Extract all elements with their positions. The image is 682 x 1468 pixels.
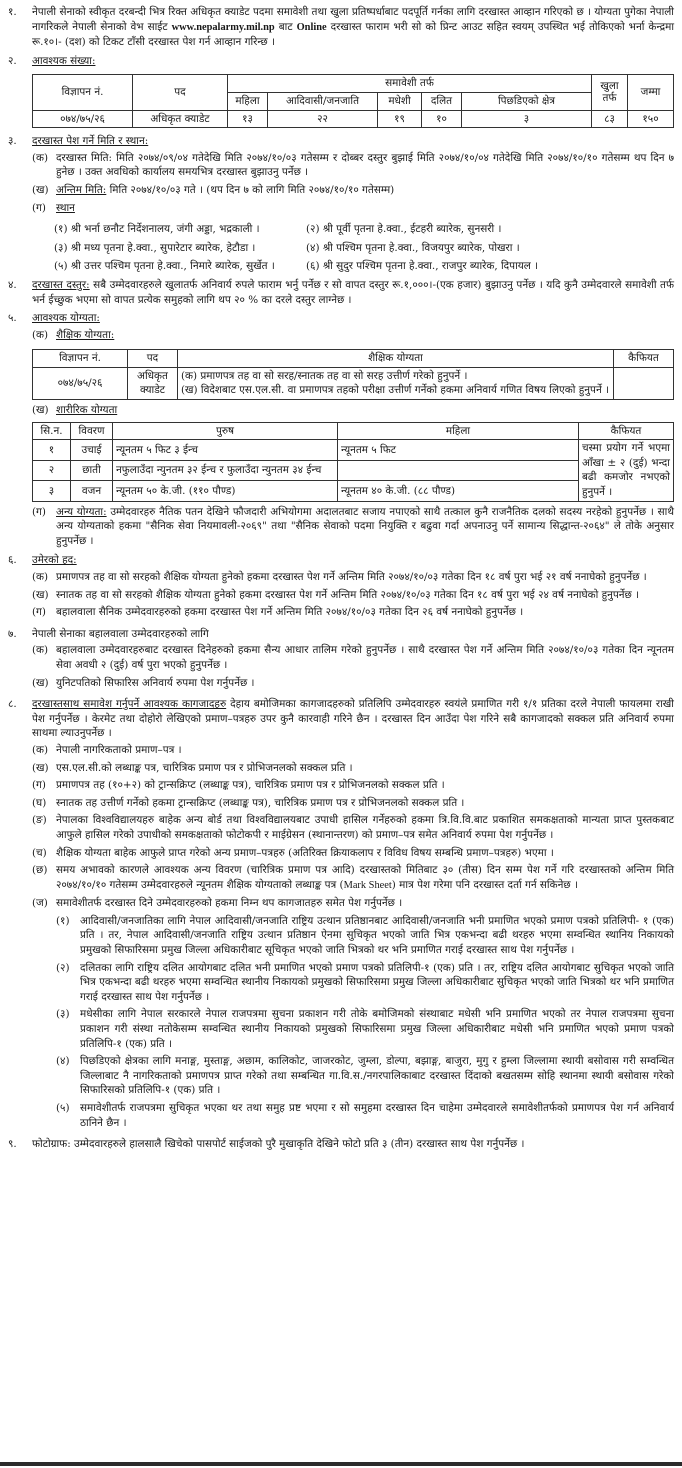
announcement-text: नेपाली सेनाको स्वीकृत दरबन्दी भित्र रिक्त अधिकृत क्याडेट पदमा समावेशी तथा खुला प्रतिष्पर्धाबाट पदपूर्ति गर्नका लागि दरखास्त आव्हान गरिएको छ । योग्यता पुगेका नेपाली नागरिकले नेपाली सेनाको वेभ साईट (32, 6, 674, 33)
list-item: (क) नेपाली नागरिकताको प्रमाण–पत्र । (32, 743, 182, 756)
physical-fitness-table (32, 422, 674, 502)
qualification-cell: (क) प्रमाणपत्र तह वा सो सरह/स्नातक तह वा सो सरह उत्तीर्ण गरेको हुनुपर्ने । (ख) विदेशबाट एस.एल.सी. वा प्रमाणपत्र तहको परीक्षा उत्तीर्ण गर्नेको हकमा अनिवार्य गणित विषय लिएको हुनुपर्ने । (178, 367, 614, 399)
column-header: जम्मा (628, 75, 674, 110)
table-row (33, 367, 674, 399)
place-item: (१) श्री भर्ना छनौट निर्देशनालय, जंगी अड्डा, भद्रकाली । (54, 223, 260, 236)
column-header: मधेशी (378, 92, 422, 110)
inclusive-doc-item: (५) समावेशीतर्फ राजपत्रमा सुचिकृत भएका थर तथा समुह प्रष्ट भएमा र सो समुहमा दरखास्त दिन चाहेमा उम्मेदवारले समावेशीतर्फको प्रमाणपत्र पेश गर्न अनिवार्य ठानिने छैन । (56, 1102, 674, 1129)
place-item: (६) श्री सुदुर पश्चिम पृतना हे.क्वा., राजपुर ब्यारेक, दिपायल । (306, 260, 539, 273)
table-cell (614, 367, 674, 399)
table-cell: अधिकृत क्याडेट (128, 367, 178, 399)
section-heading: फोटोग्राफ: (32, 1138, 71, 1151)
column-header: पद (133, 75, 228, 110)
table-cell: १३ (228, 110, 268, 128)
education-table (32, 349, 674, 400)
section-9-photograph: ९. फोटोग्राफ: उम्मेदवारहरुले हालसालै खिचेको पासपोर्ट साईजको पुरै मुखाकृति देखिने फोटो प्रति ३ (तीन) दरखास्त साथ पेश गर्नुपर्नेछ । (8, 1138, 525, 1151)
section-5-qualification: ५. आवश्यक योग्यता: (क) शैक्षिक योग्यता: (6, 311, 674, 345)
column-header: समावेशी तर्फ (228, 75, 592, 93)
table-row: १ उचाई न्यूनतम ५ फिट ३ ईन्च न्यूनतम ५ फिट चस्मा प्रयोग गर्ने भएमा आँखा ± २ (दुई) भन्दा बढी कमजोर नभएको हुनुपर्ने । (33, 440, 674, 460)
column-header: विज्ञापन नं. (33, 75, 133, 110)
inclusive-doc-item: (३) मधेसीका लागि नेपाल सरकारले नेपाल राजपत्रमा सुचना प्रकाशन गरी तोके बमोजिमको संस्थाबाट मधेसी भनि प्रमाणित भएको तर नेपाल राजपत्रमा सुचना प्रकाशन गरी संस्था नतोकेसम्म सम्वन्धित स्थानीय निकायको प्रमुखको सिफारिसमा प्रमुख जिल्ला अधिकारीबाट मधेसी भनि प्रमाणित भएको प्रमाण पत्रको प्रतिलिपि-१ (एक) प्रति । (56, 1008, 674, 1050)
other-qualification: (ग) अन्य योग्यता: उम्मेदवारहरु नैतिक पतन देखिने फौजदारी अभियोगमा अदालतबाट सजाय नपाएको साथै तत्काल कुनै राजनैतिक दलको सदस्य नरहेको हुनुपर्नेछ । साथै अन्य योग्यताको हकमा "सैनिक सेवा नियमावली-२०६९" तथा "सैनिक सेवाको पदमा नियुक्ति र बढुवा गर्दा अपनाउनु पर्ने सामान्य सिद्धान्त-२०६४" ले तोके अनुसार हुनुपर्नेछ । (32, 505, 674, 547)
section-number: ३. (8, 135, 17, 148)
column-header: महिला (228, 92, 268, 110)
place-item: (५) श्री उत्तर पश्चिम पृतना हे.क्वा., निमारे ब्यारेक, सुर्खेत । (54, 260, 275, 273)
list-item: (क) दरखास्त मिति: मिति २०७४/०९/०४ गतेदेखि मिति २०७४/१०/०३ गतेसम्म र दोब्बर दस्तुर बुझाई मिति २०७४/१०/०४ गतेदेखि मिति २०७४/१०/१० गतेसम्म थप दिन ७ हुनेछ । उक्त अवधिको कार्यालय समयभित्र दरखास्त बुझाउनु पर्नेछ । (32, 151, 674, 179)
list-item: (क) प्रमाणपत्र तह वा सो सरहको शैक्षिक योग्यता हुनेको हकमा दरखास्त पेश गर्ने अन्तिम मिति २०७४/१०/०३ गतेका दिन १८ वर्ष पुरा भई २१ वर्ष ननाघेको हुनुपर्नेछ । (32, 571, 647, 583)
column-header: महिला (338, 422, 579, 440)
section-8-documents: ८. दरखास्तसाथ समावेश गर्नुपर्ने आवश्यक कागजादहरु देहाय बमोजिमका कागजादहरुको प्रतिलिपि उम्मेदवारहरु स्वयंले प्रमाणित गरी १/१ प्रतिका दरले नेपाली फायलमा राखी पेश गर्नुपर्नेछ । केरमेट तथा दोहोरो लेखिएको प्रमाण–पत्रहरु उपर कुनै कारवाही गरिने छैन । दरखास्त दिन आउँदा पेश गरिने सबै कागजादको सक्कल प्रति अनिवार्य रुपमा साथमा ल्याउनुपर्नेछ । (क) नेपाली नागरिकताको प्रमाण–पत्र । (ख) एस.एल.सी.को लब्धाङ्क पत्र, चारित्रिक प्रमाण पत्र र प्रोभिजनलको सक्कल प्रति । (ग) प्रमाणपत्र तह (१०+२) को ट्रान्सक्रिप्ट (लब्धाङ्क पत्र), चारित्रिक प्रमाण पत्र र प्रोभिजनलको सक्कल प्रति । (घ) स्नातक तह उत्तीर्ण गर्नेको हकमा ट्रान्सक्रिप्ट (लब्धाङ्क पत्र), चारित्रिक प्रमाण पत्र र प्रोभिजनलको सक्कल प्रति । (ङ) नेपालका विश्वविद्यालयहरु बाहेक अन्य बोर्ड तथा विश्वविद्यालयबाट उपाधी हासिल गर्नेहरुको हकमा त्रि.वि.वि.बाट प्रकाशित समकक्षताको मान्यता प्राप्त पुस्तकबाट आफुले हासिल गरेको उपाधीको समकक्षताको फोटोकपी र माईग्रेसन (स्थानान्तरण) को प्रमाण–पत्र समेत अनिवार्य रुपमा पेश गर्नुपर्नेछ । (च) शैक्षिक योग्यता बाहेक आफुले प्राप्त गरेको अन्य प्रमाण–पत्रहरु (अतिरिक्त क्रियाकलाप र विविध विषय सम्बन्धि प्रमाण–पत्रहरु) भएमा । (छ) समय अभावको कारणले आवश्यक अन्य विवरण (चारित्रिक प्रमाण पत्र आदि) दरखास्तको मितिबाट ३० (तीस) दिन सम्म पेश गर्ने गरि दरखास्तको अन्तिम मिति २०७४/१०/१० गतेसम्म उम्मेदवारहरुले न्यूनतम शैक्षिक योग्यताको लब्धाङ्क पत्र (Mark Sheet) मात्र पेश गरेमा पनि दरखास्त दर्ता गर्न सकिनेछ । (ज) समावेशीतर्फ दरखास्त दिने उम्मेदवारहरुको हकमा निम्न थप कागजातहरु समेत पेश गर्नुपर्नेछ । (१) आदिवासी/जनजातिका लागि नेपाल आदिवासी/जनजाति राष्ट्रिय उत्थान प्रतिष्ठानबाट आदिवासी/जनजाति भनी प्रमाणित भएको प्रमाण पत्रको प्रतिलिपी- १ (एक) प्रति । तर, नेपाल आदिवासी/जनजाति राष्ट्रिय उत्थान प्रतिष्ठान ऐनमा सुचिकृत भएको जाति भित्र एकभन्दा बढी थरहरु भएमा सम्वन्धित स्थानिय निकायको प्रमुखको सिफारिसमा प्रमुख जिल्ला अधिकारीबाट सूचिकृत भएको जाति भित्रको थर भनि प्रमाणित गराई दरखास्त साथ पेश गर्नुपर्नेछ । (२) दलितका लागि राष्ट्रिय दलित आयोगबाट दलित भनी प्रमाणित भएको प्रमाण पत्रको प्रतिलिपी-१ (एक) प्रति । तर, राष्ट्रिय दलित आयोगबाट सुचिकृत भएको जाति भित्र एकभन्दा बढी थरहरु भएमा सम्वन्धित स्थानीय निकायको प्रमुखको सिफारिसमा प्रमुख जिल्ला अधिकारीबाट सुचिकृत भएको जाति भित्रको थर भनि प्रमाणित गराई दरखास्त साथ पेश गर्नुपर्नेछ । (३) मधेसीका लागि नेपाल सरकारले नेपाल राजपत्रमा सुचना प्रकाशन गरी तोके बमोजिमको संस्थाबाट मधेसी भनि प्रमाणित भएको तर नेपाल राजपत्रमा सुचना प्रकाशन गरी संस्था नतोकेसम्म सम्वन्धित स्थानीय निकायको प्रमुखको सिफारिसमा प्रमुख जिल्ला अधिकारीबाट मधेसी भनि प्रमाणित भएको प्रमाण पत्रको प्रतिलिपि-१ (एक) प्रति । (४) पिछडिएको क्षेत्रका लागि मनाङ्ग, मुस्ताङ्ग, अछाम, कालिकोट, जाजरकोट, जुम्ला, डोल्पा, बझाङ्ग, बाजुरा, मुगु र हुम्ला जिल्लामा स्थायी बसोवास गरी सम्वन्धित जिल्लाबाट नै नागरिकताको प्रमाणपत्र प्राप्त गरेको तथा सम्बन्धित गा.वि.स./नगरपालिकाबाट दरखास्त दिंदाको बखतसम्म सोहि स्थानमा स्थायी बसोवास गरेको सिफारिसको प्रतिलिपि-१ (एक) प्रति । (५) समावेशीतर्फ राजपत्रमा सुचिकृत भएका थर तथा समुह प्रष्ट भएमा र सो समुहमा दरखास्त दिन चाहेमा उम्मेदवारले समावेशीतर्फको प्रमाणपत्र पेश गर्न अनिवार्य ठानिने छैन । (6, 697, 674, 1133)
table-header-row (33, 422, 674, 440)
section-3-date-place (6, 134, 674, 218)
online-label: Online (296, 21, 327, 33)
section-number: ४. (8, 278, 17, 291)
section-number: ५. (8, 312, 17, 325)
column-header: खुला तर्फ (592, 75, 628, 110)
inclusive-doc-item: (२) दलितका लागि राष्ट्रिय दलित आयोगबाट दलित भनी प्रमाणित भएको प्रमाण पत्रको प्रतिलिपी-१ (एक) प्रति । तर, राष्ट्रिय दलित आयोगबाट सुचिकृत भएको जाति भित्र एकभन्दा बढी थरहरु भएमा सम्वन्धित स्थानीय निकायको प्रमुखको सिफारिसमा प्रमुख जिल्ला अधिकारीबाट सुचिकृत भएको जाति भित्रको थर भनि प्रमाणित गराई दरखास्त साथ पेश गर्नुपर्नेछ । (56, 961, 674, 1003)
table-row: ३ वजन न्यूनतम ५० के.जी. (११० पौण्ड) न्यूनतम ४० के.जी. (८८ पौण्ड) (33, 481, 674, 501)
list-item: (च) शैक्षिक योग्यता बाहेक आफुले प्राप्त गरेको अन्य प्रमाण–पत्रहरु (अतिरिक्त क्रियाकलाप र विविध विषय सम्बन्धि प्रमाण–पत्रहरु) भएमा । (32, 846, 554, 859)
section-heading: नेपाली सेनाका बहालवाला उम्मेदवारहरुको लागि (32, 627, 209, 640)
section-heading: दरखास्त पेश गर्ने मिति र स्थान: (32, 135, 149, 148)
column-header: पिछडिएको क्षेत्र (462, 92, 592, 110)
section-heading: आवश्यक संख्या: (32, 54, 96, 67)
section-number: ८. (8, 698, 17, 711)
table-header-row (33, 75, 674, 93)
list-item: (ख) स्नातक तह वा सो सरहको शैक्षिक योग्यता हुनेको हकमा दरखास्त पेश गर्ने अन्तिम मिति २०७४/१०/०३ गतेका दिन १८ वर्ष पुरा भई २४ वर्ष ननाघेको हुनुपर्नेछ । (32, 588, 640, 601)
column-header: विज्ञापन नं. (33, 350, 128, 368)
column-header: कैफियत (579, 422, 674, 440)
list-item: (ख) अन्तिम मिति: मिति २०७४/१०/०३ गते । (थप दिन ७ को लागि मिति २०७४/१०/१० गतेसम्म) (32, 183, 395, 196)
table-cell: २२ (268, 110, 378, 128)
table-cell: ०७४/७५/२६ (33, 367, 128, 399)
section-heading: उमेरको हद: (32, 554, 77, 567)
recruitment-notice: १. नेपाली सेनाको स्वीकृत दरबन्दी भित्र रिक्त अधिकृत क्याडेट पदमा समावेशी तथा खुला प्रतिष्पर्धाबाट पदपूर्ति गर्नका लागि दरखास्त आव्हान गरिएको छ । योग्यता पुगेका नेपाली नागरिकले नेपाली सेनाको वेभ साईट www.nepalarmy.mil.np बाट Online दरखास्त फाराम भरी सो को प्रिन्ट आउट सहित स्वयम् उपस्थित भई तोकिएको भर्ना केन्द्रमा रू.१०।- (दश) को टिकट टाँसी दरखास्त पेश गर्न आव्हान गरिन्छ । २. आवश्यक संख्या: विज्ञापन नं. पद समावेशी तर्फ खुला तर्फ जम्मा महिला आदिवासी/जनजाति मधेशी दलित पिछडिएको क्षेत्र ०७४/७५/२६ अधिकृत क्याडेट १३ २२ १९ १० ३ ८३ १५० ३. दरखास्त पेश गर्ने मिति र स्थान: (क) दरखास्त मिति: मिति २०७४/०९/०४ गतेदेखि मिति २०७४/१०/०३ गतेसम्म र दोब्बर दस्तुर बुझाई मिति २०७४/१०/०४ गतेदेखि मिति २०७४/१०/१० गतेसम्म थप दिन ७ हुनेछ । उक्त अवधिको कार्यालय समयभित्र दरखास्त बुझाउनु पर्नेछ । (ख) अन्तिम मिति: मिति २०७४/१०/०३ गते । (थप दिन ७ को लागि मिति २०७४/१०/१० गतेसम्म) (ग) स्थान (१) श्री भर्ना छनौट निर्देशनालय, जंगी अड्डा, भद्रकाली । (२) श्री पूर्वी पृतना हे.क्वा., ईटहरी ब्यारेक, सुनसरी । (३) श्री मध्य पृतना हे.क्वा., सुपारेटार ब्यारेक, हेटौडा । (४) श्री पश्चिम पृतना हे.क्वा., विजयपुर ब्यारेक, पोखरा । (५) श्री उत्तर पश्चिम पृतना हे.क्वा., निमारे ब्यारेक, सुर्खेत । (६) श्री सुदुर पश्चिम पृतना हे.क्वा., राजपुर ब्यारेक, दिपायल । ४. दरखास्त दस्तुर: सबै उम्मेदवारहरुले खुलातर्फ अनिवार्य रुपले फाराम भर्नु पर्नेछ र सो वापत दस्तुर रू.१,०००।-(एक हजार) बुझाउनु पर्नेछ । यदि कुनै उम्मेदवारले समावेशी तर्फ भर्न ईच्छुक भएमा सो वापत प्रत्येक समुहको लागि थप २० % का दरले दस्तुर लाग्नेछ । ५. आवश्यक योग्यता: (क) शैक्षिक योग्यता: विज्ञापन नं. पद शैक्षिक योग्यता कैफियत ०७४/७५/२६ अधिकृत क्याडेट (क) प्रमाणपत्र तह वा सो सरह/स्नातक तह वा सो सरह उत्तीर्ण गरेको हुनुपर्ने । (ख) विदेशबाट एस.एल.सी. वा प्रमाणपत्र तहको परीक्षा उत्तीर्ण गर्नेको हकमा अनिवार्य गणित विषय लिएको हुनुपर्ने । (ख) शारीरिक योग्यता सि.न. विवरण पुरुष महिला कैफियत १ उचाई न्यूनतम ५ फिट ३ ईन्च न्यूनतम ५ फिट चस्मा प्रयोग गर्ने भएमा आँखा ± २ (दुई) भन्दा बढी कमजोर नभएको हुनुपर्ने । २ छाती नफुलाउँदा न्युनतम ३२ ईन्च र फुलाउँदा न्युनतम ३४ ईन्च ३ वजन न्यूनतम ५० के.जी. (११० पौण्ड) न्यूनतम ४० के.जी. (८८ पौण्ड) (ग) अन्य योग्यता: उम्मेदवारहरु नैतिक पतन देखिने फौजदारी अभियोगमा अदालतबाट सजाय नपाएको साथै तत्काल कुनै राजनैतिक दलको सदस्य नरहेको हुनुपर्नेछ । साथै अन्य योग्यताको हकमा "सैनिक सेवा नियमावली-२०६९" तथा "सैनिक सेवाको पदमा नियुक्ति र बढुवा गर्दा अपनाउनु पर्ने सामान्य सिद्धान्त-२०६४" ले तोके अनुसार हुनुपर्नेछ । ६. उमेरको हद: (क) प्रमाणपत्र तह वा सो सरहको शैक्षिक योग्यता हुनेको हकमा दरखास्त पेश गर्ने अन्तिम मिति २०७४/१०/०३ गतेका दिन १८ वर्ष पुरा भई २१ वर्ष ननाघेको हुनुपर्नेछ । (ख) स्नातक तह वा सो सरहको शैक्षिक योग्यता हुनेको हकमा दरखास्त पेश गर्ने अन्तिम मिति २०७४/१०/०३ गतेका दिन १८ वर्ष पुरा भई २४ वर्ष ननाघेको हुनुपर्नेछ । (ग) बहालवाला सैनिक उम्मेदवारहरुको हकमा दरखास्त पेश गर्ने अन्तिम मिति २०७४/१०/०३ गतेका दिन २६ वर्ष ननाघेको हुनुपर्नेछ । ७. नेपाली सेनाका बहालवाला उम्मेदवारहरुको लागि (क) बहालवाला उम्मेदवारहरुबाट दरखास्त दिनेहरुको हकमा सैन्य आधार तालिम गरेको हुनुपर्नेछ । साथै दरखास्त पेश गर्ने अन्तिम मिति २०७४/१०/०३ गतेका दिन न्यूनतम सेवा अवधी २ (दुई) वर्ष पुरा भएको हुनुपर्नेछ । (ख) युनिटपतिको सिफारिस अनिवार्य रुपमा पेश गर्नुपर्नेछ । ८. दरखास्तसाथ समावेश गर्नुपर्ने आवश्यक कागजादहरु देहाय बमोजिमका कागजादहरुको प्रतिलिपि उम्मेदवारहरु स्वयंले प्रमाणित गरी १/१ प्रतिका दरले नेपाली फायलमा राखी पेश गर्नुपर्नेछ । केरमेट तथा दोहोरो लेखिएको प्रमाण–पत्रहरु उपर कुनै कारवाही गरिने छैन । दरखास्त दिन आउँदा पेश गरिने सबै कागजादको सक्कल प्रति अनिवार्य रुपमा साथमा ल्याउनुपर्नेछ । (क) नेपाली नागरिकताको प्रमाण–पत्र । (ख) एस.एल.सी.को लब्धाङ्क पत्र, चारित्रिक प्रमाण पत्र र प्रोभिजनलको सक्कल प्रति । (ग) प्रमाणपत्र तह (१०+२) को ट्रान्सक्रिप्ट (लब्धाङ्क पत्र), चारित्रिक प्रमाण पत्र र प्रोभिजनलको सक्कल प्रति । (घ) स्नातक तह उत्तीर्ण गर्नेको हकमा ट्रान्सक्रिप्ट (लब्धाङ्क पत्र), चारित्रिक प्रमाण पत्र र प्रोभिजनलको सक्कल प्रति । (ङ) नेपालका विश्वविद्यालयहरु बाहेक अन्य बोर्ड तथा विश्वविद्यालयबाट उपाधी हासिल गर्नेहरुको हकमा त्रि.वि.वि.बाट प्रकाशित समकक्षताको मान्यता प्राप्त पुस्तकबाट आफुले हासिल गरेको उपाधीको समकक्षताको फोटोकपी र माईग्रेसन (स्थानान्तरण) को प्रमाण–पत्र समेत अनिवार्य रुपमा पेश गर्नुपर्नेछ । (च) शैक्षिक योग्यता बाहेक आफुले प्राप्त गरेको अन्य प्रमाण–पत्रहरु (अतिरिक्त क्रियाकलाप र विविध विषय सम्बन्धि प्रमाण–पत्रहरु) भएमा । (छ) समय अभावको कारणले आवश्यक अन्य विवरण (चारित्रिक प्रमाण पत्र आदि) दरखास्तको मितिबाट ३० (तीस) दिन सम्म पेश गर्ने गरि दरखास्तको अन्तिम मिति २०७४/१०/१० गतेसम्म उम्मेदवारहरुले न्यूनतम शैक्षिक योग्यताको लब्धाङ्क पत्र (Mark Sheet) मात्र पेश गरेमा पनि दरखास्त दर्ता गर्न सकिनेछ । (ज) समावेशीतर्फ दरखास्त दिने उम्मेदवारहरुको हकमा निम्न थप कागजातहरु समेत पेश गर्नुपर्नेछ । (१) आदिवासी/जनजातिका लागि नेपाल आदिवासी/जनजाति राष्ट्रिय उत्थान प्रतिष्ठानबाट आदिवासी/जनजाति भनी प्रमाणित भएको प्रमाण पत्रको प्रतिलिपी- १ (एक) प्रति । तर, नेपाल आदिवासी/जनजाति राष्ट्रिय उत्थान प्रतिष्ठान ऐनमा सुचिकृत भएको जाति भित्र एकभन्दा बढी थरहरु भएमा सम्वन्धित स्थानिय निकायको प्रमुखको सिफारिसमा प्रमुख जिल्ला अधिकारीबाट सूचिकृत भएको जाति भित्रको थर भनि प्रमाणित गराई दरखास्त साथ पेश गर्नुपर्नेछ । (२) दलितका लागि राष्ट्रिय दलित आयोगबाट दलित भनी प्रमाणित भएको प्रमाण पत्रको प्रतिलिपी-१ (एक) प्रति । तर, राष्ट्रिय दलित आयोगबाट सुचिकृत भएको जाति भित्र एकभन्दा बढी थरहरु भएमा सम्वन्धित स्थानीय निकायको प्रमुखको सिफारिसमा प्रमुख जिल्ला अधिकारीबाट सुचिकृत भएको जाति भित्रको थर भनि प्रमाणित गराई दरखास्त साथ पेश गर्नुपर्नेछ । (३) मधेसीका लागि नेपाल सरकारले नेपाल राजपत्रमा सुचना प्रकाशन गरी तोके बमोजिमको संस्थाबाट मधेसी भनि प्रमाणित भएको तर नेपाल राजपत्रमा सुचना प्रकाशन गरी संस्था नतोकेसम्म सम्वन्धित स्थानीय निकायको प्रमुखको सिफारिसमा प्रमुख जिल्ला अधिकारीबाट मधेसी भनि प्रमाणित भएको प्रमाण पत्रको प्रतिलिपि-१ (एक) प्रति । (४) पिछडिएको क्षेत्रका लागि मनाङ्ग, मुस्ताङ्ग, अछाम, कालिकोट, जाजरकोट, जुम्ला, डोल्पा, बझाङ्ग, बाजुरा, मुगु र हुम्ला जिल्लामा स्थायी बसोवास गरी सम्वन्धित जिल्लाबाट नै नागरिकताको प्रमाणपत्र प्राप्त गरेको तथा सम्बन्धित गा.वि.स./नगरपालिकाबाट दरखास्त दिंदाको बखतसम्म सोहि स्थानमा स्थायी बसोवास गरेको सिफारिसको प्रतिलिपि-१ (एक) प्रति । (५) समावेशीतर्फ राजपत्रमा सुचिकृत भएका थर तथा समुह प्रष्ट भएमा र सो समुहमा दरखास्त दिन चाहेमा उम्मेदवारले समावेशीतर्फको प्रमाणपत्र पेश गर्न अनिवार्य ठानिने छैन । ९. फोटोग्राफ: उम्मेदवारहरुले हालसालै खिचेको पासपोर्ट साईजको पुरै मुखाकृति देखिने फोटो प्रति ३ (तीन) दरखास्त साथ पेश गर्नुपर्नेछ । (8, 6, 675, 1151)
column-header: शैक्षिक योग्यता (178, 350, 614, 368)
table-row: २ छाती नफुलाउँदा न्युनतम ३२ ईन्च र फुलाउँदा न्युनतम ३४ ईन्च (33, 460, 674, 480)
list-item: (छ) समय अभावको कारणले आवश्यक अन्य विवरण (चारित्रिक प्रमाण पत्र आदि) दरखास्तको मितिबाट ३० (तीस) दिन सम्म पेश गर्ने गरि दरखास्तको अन्तिम मिति २०७४/१०/१० गतेसम्म उम्मेदवारहरुले न्यूनतम शैक्षिक योग्यताको लब्धाङ्क पत्र (Mark Sheet) मात्र पेश गरेमा पनि दरखास्त दर्ता गर्न सकिनेछ । (32, 864, 674, 891)
column-header: दलित (422, 92, 462, 110)
vacancy-table (32, 74, 674, 128)
section-heading: आवश्यक योग्यता: (32, 312, 100, 325)
section-2-required-number (6, 54, 674, 69)
table-cell: अधिकृत क्याडेट (133, 110, 228, 128)
section-number: ९. (8, 1138, 17, 1151)
list-item: (ज) समावेशीतर्फ दरखास्त दिने उम्मेदवारहरुको हकमा निम्न थप कागजातहरु समेत पेश गर्नुपर्नेछ । (32, 897, 403, 910)
table-cell: ८३ (592, 110, 628, 128)
list-item: (ङ) नेपालका विश्वविद्यालयहरु बाहेक अन्य बोर्ड तथा विश्वविद्यालयबाट उपाधी हासिल गर्नेहरुको हकमा त्रि.वि.वि.बाट प्रकाशित समकक्षताको मान्यता प्राप्त पुस्तकबाट आफुले हासिल गरेको उपाधीको समकक्षताको फोटोकपी र माईग्रेसन (स्थानान्तरण) को प्रमाण–पत्र समेत अनिवार्य रुपमा पेश गर्नुपर्नेछ । (32, 814, 674, 841)
remarks-cell: चस्मा प्रयोग गर्ने भएमा आँखा ± २ (दुई) भन्दा बढी कमजोर नभएको हुनुपर्ने । (579, 440, 674, 501)
place-item: (३) श्री मध्य पृतना हे.क्वा., सुपारेटार ब्यारेक, हेटौडा । (54, 241, 256, 254)
section-1-announcement: १. नेपाली सेनाको स्वीकृत दरबन्दी भित्र रिक्त अधिकृत क्याडेट पदमा समावेशी तथा खुला प्रतिष्पर्धाबाट पदपूर्ति गर्नका लागि दरखास्त आव्हान गरिएको छ । योग्यता पुगेका नेपाली नागरिकले नेपाली सेनाको वेभ साईट www.nepalarmy.mil.np बाट Online दरखास्त फाराम भरी सो को प्रिन्ट आउट सहित स्वयम् उपस्थित भई तोकिएको भर्ना केन्द्रमा रू.१०।- (दश) को टिकट टाँसी दरखास्त पेश गर्न आव्हान गरिन्छ । (8, 6, 675, 49)
section-7-serving-candidates (6, 627, 674, 693)
table-row (33, 110, 674, 128)
column-header: विवरण (71, 422, 113, 440)
table-header-row (33, 350, 674, 368)
place-item: (४) श्री पश्चिम पृतना हे.क्वा., विजयपुर ब्यारेक, पोखरा । (306, 241, 520, 254)
website-link[interactable]: www.nepalarmy.mil.np (171, 21, 275, 33)
column-header: कैफियत (614, 350, 674, 368)
section-heading: दरखास्तसाथ समावेश गर्नुपर्ने आवश्यक कागजादहरु (32, 698, 227, 711)
list-item: (ख) एस.एल.सी.को लब्धाङ्क पत्र, चारित्रिक प्रमाण पत्र र प्रोभिजनलको सक्कल प्रति । (32, 761, 353, 774)
list-item: (क) बहालवाला उम्मेदवारहरुबाट दरखास्त दिनेहरुको हकमा सैन्य आधार तालिम गरेको हुनुपर्नेछ । साथै दरखास्त पेश गर्ने अन्तिम मिति २०७४/१०/०३ गतेका दिन न्यूनतम सेवा अवधी २ (दुई) वर्ष पुरा भएको हुनुपर्नेछ । (32, 644, 674, 671)
place-item: (२) श्री पूर्वी पृतना हे.क्वा., ईटहरी ब्यारेक, सुनसरी । (306, 223, 502, 236)
table-cell: १५० (628, 110, 674, 128)
list-item: (ग) बहालवाला सैनिक उम्मेदवारहरुको हकमा दरखास्त पेश गर्ने अन्तिम मिति २०७४/१०/०३ गतेका दिन २६ वर्ष ननाघेको हुनुपर्नेछ । (32, 606, 524, 619)
table-cell: १९ (378, 110, 422, 128)
list-item: (घ) स्नातक तह उत्तीर्ण गर्नेको हकमा ट्रान्सक्रिप्ट (लब्धाङ्क पत्र), चारित्रिक प्रमाण पत्र र प्रोभिजनलको सक्कल प्रति । (32, 796, 465, 809)
column-header: पुरुष (113, 422, 338, 440)
section-number: २. (8, 54, 17, 67)
column-header: आदिवासी/जनजाति (268, 92, 378, 110)
inclusive-doc-item: (१) आदिवासी/जनजातिका लागि नेपाल आदिवासी/जनजाति राष्ट्रिय उत्थान प्रतिष्ठानबाट आदिवासी/जनजाति भनी प्रमाणित भएको प्रमाण पत्रको प्रतिलिपी- १ (एक) प्रति । तर, नेपाल आदिवासी/जनजाति राष्ट्रिय उत्थान प्रतिष्ठान ऐनमा सुचिकृत भएको जाति भित्र एकभन्दा बढी थरहरु भएमा सम्वन्धित स्थानिय निकायको प्रमुखको सिफारिसमा प्रमुख जिल्ला अधिकारीबाट सूचिकृत भएको जाति भित्रको थर भनि प्रमाणित गराई दरखास्त साथ पेश गर्नुपर्नेछ । (56, 914, 674, 957)
column-header: सि.न. (33, 422, 71, 440)
section-number: ७. (8, 627, 17, 640)
section-number: १. (8, 6, 17, 18)
list-item: (ग) प्रमाणपत्र तह (१०+२) को ट्रान्सक्रिप्ट (लब्धाङ्क पत्र), चारित्रिक प्रमाण पत्र र प्रोभिजनलको सक्कल प्रति । (32, 779, 445, 792)
bottom-divider (0, 1462, 682, 1466)
column-header: पद (128, 350, 178, 368)
section-6-age-limit (6, 553, 674, 622)
table-cell: ०७४/७५/२६ (33, 110, 133, 128)
section-4-fee: ४. दरखास्त दस्तुर: सबै उम्मेदवारहरुले खुलातर्फ अनिवार्य रुपले फाराम भर्नु पर्नेछ र सो वापत दस्तुर रू.१,०००।-(एक हजार) बुझाउनु पर्नेछ । यदि कुनै उम्मेदवारले समावेशी तर्फ भर्न ईच्छुक भएमा सो वापत प्रत्येक समुहको लागि थप २० % का दरले दस्तुर लाग्नेछ । (8, 278, 674, 306)
section-number: ६. (8, 554, 17, 567)
table-cell: ३ (462, 110, 592, 128)
inclusive-doc-item: (४) पिछडिएको क्षेत्रका लागि मनाङ्ग, मुस्ताङ्ग, अछाम, कालिकोट, जाजरकोट, जुम्ला, डोल्पा, बझाङ्ग, बाजुरा, मुगु र हुम्ला जिल्लामा स्थायी बसोवास गरी सम्वन्धित जिल्लाबाट नै नागरिकताको प्रमाणपत्र प्राप्त गरेको तथा सम्बन्धित गा.वि.स./नगरपालिकाबाट दरखास्त दिंदाको बखतसम्म सोहि स्थानमा स्थायी बसोवास गरेको सिफारिसको प्रतिलिपि-१ (एक) प्रति । (56, 1055, 674, 1097)
list-item: (ग) स्थान (32, 201, 75, 214)
section-heading: दरखास्त दस्तुर: (32, 278, 90, 291)
list-item: (ख) युनिटपतिको सिफारिस अनिवार्य रुपमा पेश गर्नुपर्नेछ । (32, 676, 255, 689)
table-cell: १० (422, 110, 462, 128)
application-places (54, 222, 674, 274)
